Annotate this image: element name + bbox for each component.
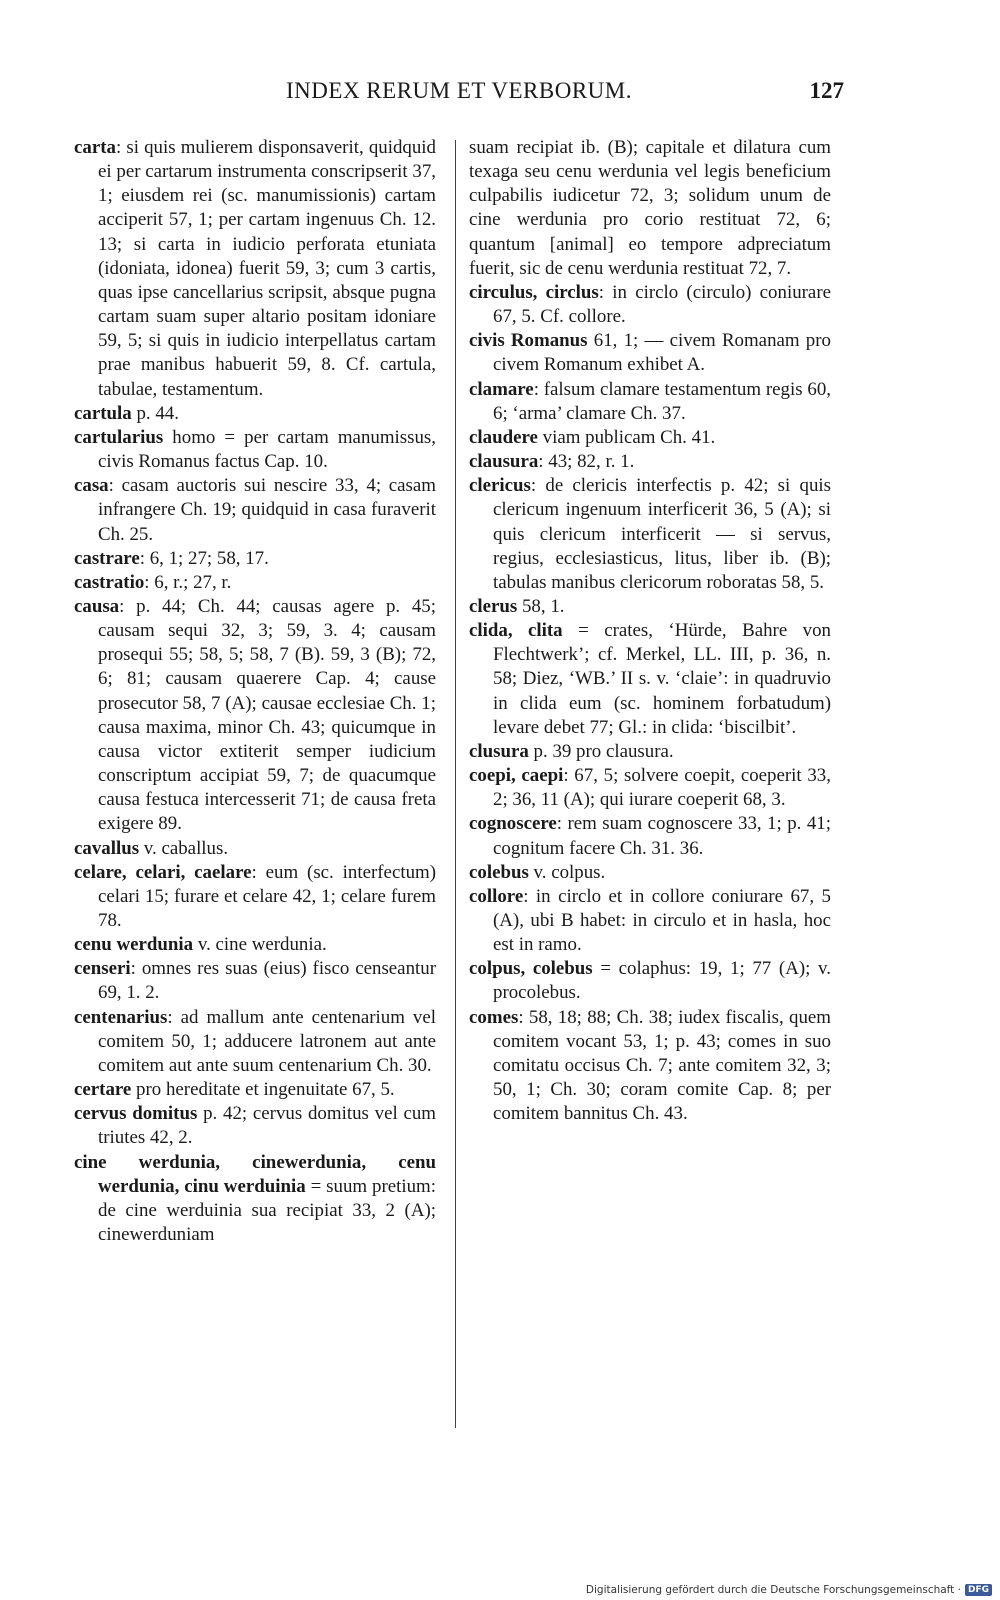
entry-lemma: cervus domitus — [74, 1103, 198, 1125]
entry-text: : casam auctoris sui nescire 33, 4; casam infrangere Ch. 19; quidquid in casa furaverit Ch. 25. — [98, 475, 436, 545]
entry-lemma: clausura — [469, 451, 539, 473]
entry-text: 61, 1; — civem Romanam pro civem Romanum exhibet A. — [493, 330, 831, 376]
index-entry — [469, 329, 831, 377]
entry-text: : de clericis interfectis p. 42; si quis clericum ingenuum interficerit 36, 5 (A); si quis clericum interficerit — si servus, regius, ecclesiasticus, litus, liber ib. (B); tabulas manibus clericorum roboratas 58, 5. — [493, 475, 831, 593]
entry-lemma: collore — [469, 885, 524, 907]
index-entry — [74, 1151, 436, 1248]
index-entry — [469, 136, 831, 281]
index-entry — [469, 474, 831, 595]
entry-text: viam publicam Ch. 41. — [537, 426, 716, 448]
column-divider — [455, 140, 456, 1428]
index-entry — [469, 426, 831, 450]
entry-text: p. 39 pro clausura. — [528, 740, 674, 762]
entry-text: : in circlo (circulo) coniurare 67, 5. Cf. collore. — [493, 281, 831, 328]
entry-lemma: cavallus — [74, 837, 140, 859]
page-number: 127 — [809, 78, 844, 103]
entry-text: : ad mallum ante centenarium vel comitem 50, 1; adducere latronem aut ante comitem aut ante suum centenarium Ch. 30. — [98, 1006, 436, 1076]
index-entry — [74, 426, 436, 474]
entry-lemma: comes — [469, 1006, 519, 1028]
entry-lemma: colebus — [469, 861, 529, 883]
index-entry — [74, 1102, 436, 1150]
entry-text: : 67, 5; solvere coepit, coeperit 33, 2; 36, 11 (A); qui iurare coeperit 68, 3. — [493, 765, 831, 811]
entry-text: : p. 44; Ch. 44; causas agere p. 45; causam sequi 32, 3; 59, 3. 4; causam prosequi 55; 58, 5; 58, 7 (B). 59, 3 (B); 72, 6; 81; causam quaerere Cap. 4; cause prosecutor 58, 7 (A); causae ecclesiae Ch. 1; causa maxima, minor Ch. 43; quicumque in causa victor extiterit semper iudicium conscriptum accipiat 59, 7; de quacumque causa festuca intercesserit 71; de causa freta exigere 89. — [98, 595, 436, 835]
entry-lemma: cartula — [74, 402, 132, 424]
entry-text: p. 44. — [131, 402, 179, 424]
entry-text: = suum pretium: de cine werduinia sua recipiat 33, 2 (A); cinewerduniam — [98, 1175, 437, 1246]
entry-lemma: censeri — [74, 958, 131, 980]
entry-text: : 6, r.; 27, r. — [144, 571, 232, 593]
entry-text: : 58, 18; 88; Ch. 38; iudex fiscalis, quem comitem vocant 53, 1; p. 43; comes in suo comitatu occisus Ch. 7; ante comitem 32, 3; 50, 1; Ch. 30; coram comite Cap. 8; per comitem bannitus Ch. 43. — [493, 1006, 831, 1125]
running-title: INDEX RERUM ET VERBORUM. — [286, 78, 632, 103]
entry-lemma: castrare — [74, 547, 140, 569]
index-entry — [469, 281, 831, 329]
entry-text: : omnes res suas (eius) fisco censeantur 69, 1. 2. — [98, 958, 436, 1004]
entry-lemma: certare — [74, 1079, 132, 1101]
entry-lemma: clamare — [469, 378, 534, 400]
index-entry — [74, 861, 436, 933]
entry-lemma: colpus, colebus — [469, 958, 593, 980]
left-column — [74, 136, 436, 1247]
index-entry — [469, 812, 831, 860]
index-entry — [469, 885, 831, 957]
entry-lemma: cine werdunia, cinewerdunia, cenu werdunia, cinu werduinia — [74, 1151, 436, 1197]
entry-text: = colaphus: 19, 1; 77 (A); v. procolebus. — [493, 958, 831, 1004]
entry-lemma: circulus, circlus — [469, 281, 599, 303]
entry-lemma: casa — [74, 475, 109, 497]
entry-lemma: carta — [74, 137, 116, 158]
entry-text: : 6, 1; 27; 58, 17. — [139, 547, 269, 569]
entry-text: 58, 1. — [517, 595, 565, 617]
index-entry — [74, 571, 436, 595]
index-entry — [469, 740, 831, 764]
entry-text: : si quis mulierem disponsaverit, quidquid ei per cartarum instrumenta conscripserit 37, 1; eiusdem rei (sc. manumissionis) cartam acciperit 57, 1; per cartam ingenuus Ch. 12. 13; si carta in iudicio perforata etuniata (idoniata, idonea) fuerit 59, 3; cum 3 cartis, quas ipse cancellarius scripsit, absque pugna cartam suam super altario positam idoniare 59, 5; si quis in iudicio interpellatus cartam prae manibus habuerit 59, 8. Cf. cartula, tabulae, testamentum. — [98, 137, 436, 400]
index-entry — [469, 957, 831, 1005]
entry-text: : rem suam cognoscere 33, 1; p. 41; cognitum facere Ch. 31. 36. — [493, 813, 831, 859]
index-entry — [74, 595, 436, 837]
entry-lemma: coepi, caepi — [469, 765, 564, 787]
entry-text: : in circlo et in collore coniurare 67, 5 (A), ubi B habet: in circulo et in hasla, hoc est in ramo. — [493, 885, 831, 956]
index-entry — [74, 1006, 436, 1078]
entry-text: p. 42; cervus domitus vel cum triutes 42, 2. — [98, 1103, 436, 1149]
entry-lemma: cartularius — [74, 426, 164, 448]
dfg-logo: DFG — [965, 1584, 992, 1596]
entry-lemma: centenarius — [74, 1006, 168, 1028]
right-column — [469, 136, 831, 1126]
entry-lemma: clericus — [469, 475, 531, 497]
entry-lemma: castratio — [74, 571, 145, 593]
index-entry — [469, 619, 831, 740]
entry-text: : eum (sc. interfectum) celari 15; furare et celare 42, 1; celare furem 78. — [98, 861, 437, 931]
entry-lemma: clerus — [469, 595, 518, 617]
entry-lemma: civis Romanus — [469, 330, 588, 352]
entry-lemma: claudere — [469, 426, 538, 448]
index-entry — [74, 933, 436, 957]
index-entry — [469, 1006, 831, 1127]
entry-text: : 43; 82, r. 1. — [538, 451, 635, 473]
entry-lemma: cognoscere — [469, 813, 557, 835]
entry-text: v. caballus. — [139, 837, 229, 859]
entry-lemma: clusura — [469, 740, 529, 762]
index-entry — [74, 1078, 436, 1102]
index-entry — [469, 764, 831, 812]
index-entry — [74, 957, 436, 1005]
index-entry — [74, 837, 436, 861]
entry-text: homo = per cartam manumissus, civis Romanus factus Cap. 10. — [98, 426, 436, 473]
entry-text: : falsum clamare testamentum regis 60, 6; ‘arma’ clamare Ch. 37. — [493, 378, 831, 424]
index-entry — [469, 450, 831, 474]
entry-text: pro hereditate et ingenuitate 67, 5. — [131, 1079, 395, 1101]
index-entry — [469, 378, 831, 426]
entry-lemma: celare, celari, caelare — [74, 861, 252, 883]
index-entry — [74, 136, 436, 402]
footer-text: Digitalisierung gefördert durch die Deutsche Forschungsgemeinschaft · — [585, 1584, 961, 1596]
page-header — [74, 78, 844, 110]
entry-text: = crates, ‘Hürde, Bahre von Flechtwerk’; cf. Merkel, LL. III, p. 36, n. 58; Diez, ‘WB.’ II s. v. ‘claie’: in quadruvio in clida eum (sc. hominem forbatudum) levare debet 77; Gl.: in clida: ‘biscilbit’. — [493, 620, 831, 738]
index-entry — [74, 474, 436, 546]
entry-lemma: clida, clita — [469, 620, 563, 642]
footer-credit — [586, 1584, 992, 1596]
entry-text: suam recipiat ib. (B); capitale et dilatura cum texaga seu cenu werdunia vel legis beneficium culpabilis iudicetur 72, 3; solidum unum de cine werdunia pro corio restituat 72, 6; quantum [animal] eo tempore adpreciatum fuerit, sic de cenu werdunia restituat 72, 7. — [469, 137, 831, 279]
entry-text: v. cine werdunia. — [193, 934, 327, 956]
index-entry — [469, 595, 831, 619]
index-entry — [74, 402, 436, 426]
entry-lemma: causa — [74, 595, 120, 617]
entry-text: v. colpus. — [528, 861, 606, 883]
index-entry — [74, 547, 436, 571]
index-entry — [469, 861, 831, 885]
entry-lemma: cenu werdunia — [74, 934, 194, 956]
